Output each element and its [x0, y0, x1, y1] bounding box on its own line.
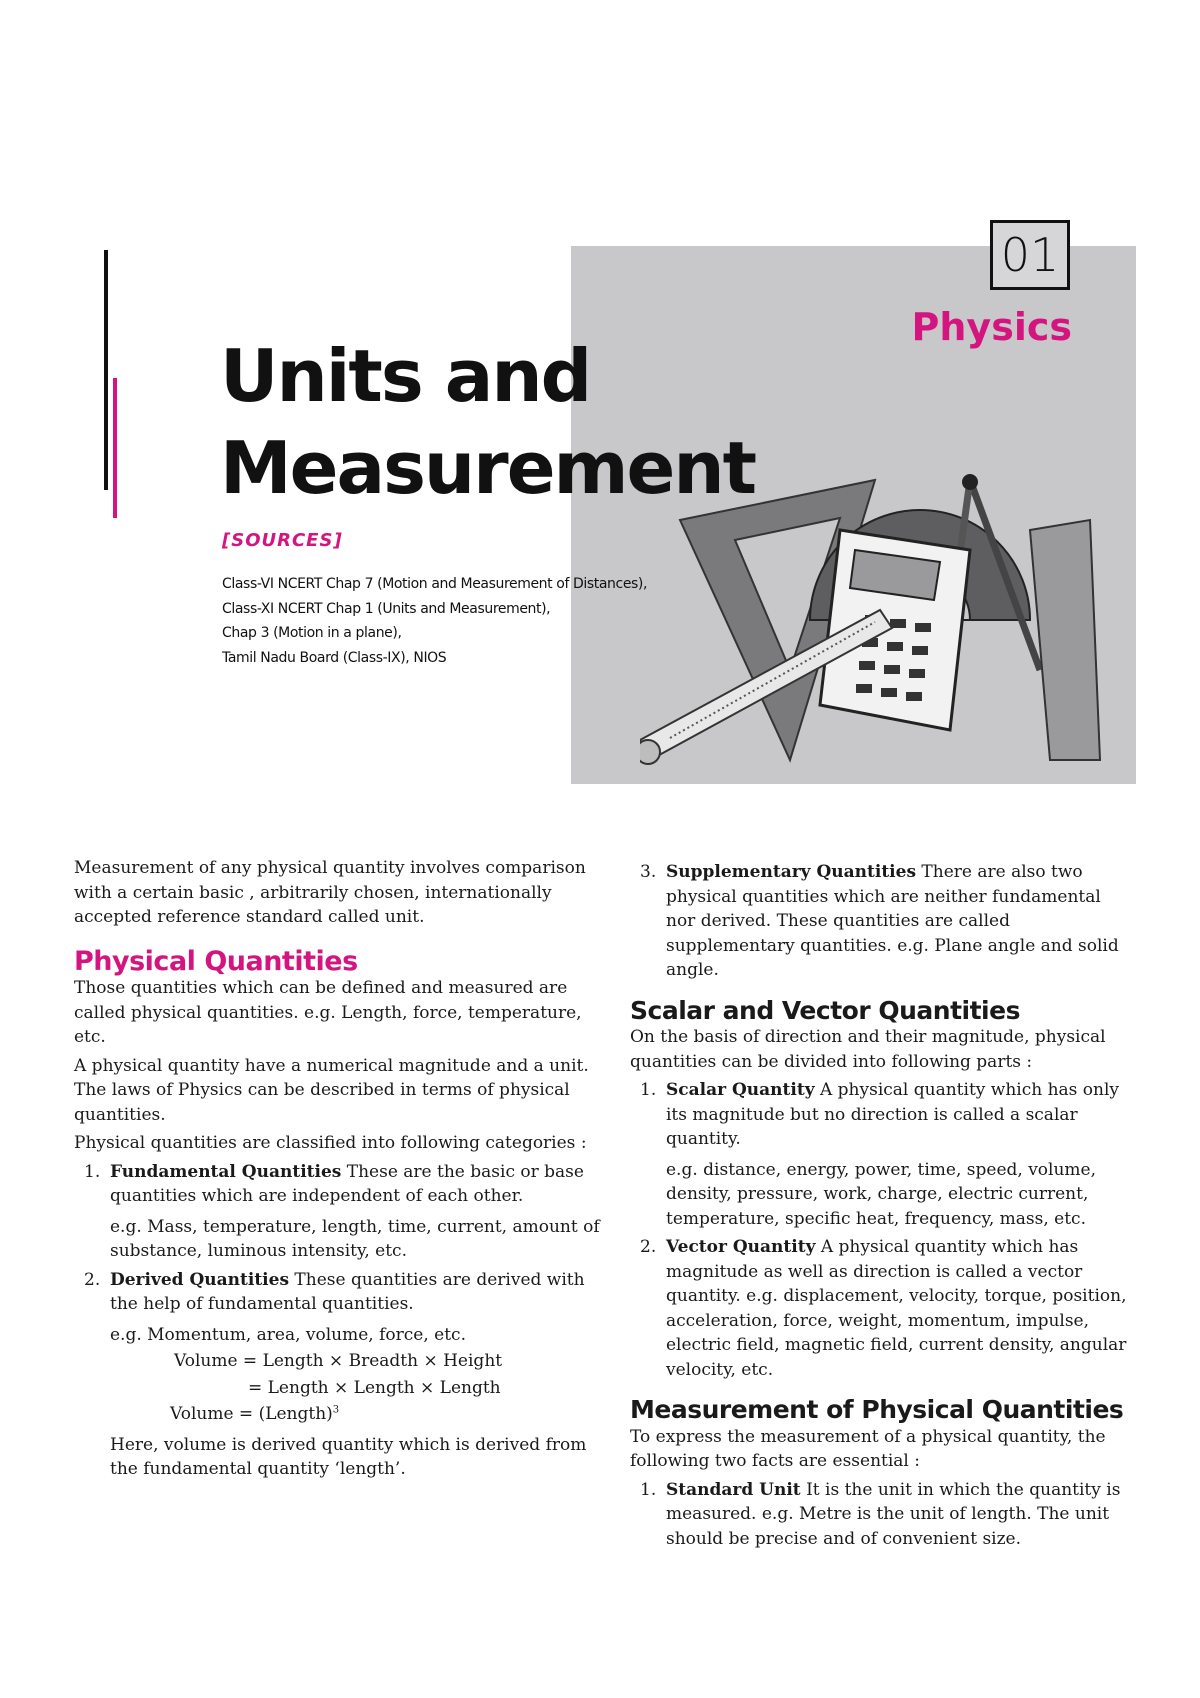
sources-label: [SOURCES]	[222, 530, 343, 551]
section-heading-measurement: Measurement of Physical Quantities	[630, 1395, 1124, 1424]
definition: There are also two physical quantities which are neither fundamental nor derived. These quantities are called supplementary quantities. e.g. Plane angle and solid angle.	[666, 862, 1119, 980]
term: Derived Quantities	[110, 1269, 290, 1290]
chapter-number: 01	[990, 220, 1070, 290]
list-number: 2.	[640, 1237, 657, 1257]
definition: It is the unit in which the quantity is measured. e.g. Metre is the unit of length. The unit should be precise and of convenient size.	[666, 1479, 1121, 1549]
source-item: Chap 3 (Motion in a plane),	[222, 625, 402, 641]
term: Standard Unit	[666, 1479, 801, 1500]
list-number: 1.	[640, 1479, 657, 1500]
definition: A physical quantity which has only its magnitude but no direction is called a scalar quantity.	[666, 1080, 1120, 1149]
formula-exponent: 3	[332, 1404, 340, 1416]
paragraph: On the basis of direction and their magnitude, physical quantities can be divided into following parts :	[630, 1027, 1106, 1072]
source-item: Class-XI NCERT Chap 1 (Units and Measurement),	[222, 600, 551, 617]
chapter-title-line2: Measurement	[220, 426, 756, 510]
list-item-vector-quantity	[630, 1235, 1135, 1382]
term: Supplementary Quantities	[666, 862, 917, 882]
left-column	[74, 856, 609, 1486]
paragraph: Those quantities which can be defined and measured are called physical quantities. e.g. Length, force, temperature, etc.	[74, 978, 582, 1047]
definition: A physical quantity which has magnitude as well as direction is called a vector quantity. e.g. displacement, velocity, torque, position, acceleration, force, weight, momentum, impulse, electric field, magnetic field, current density, angular velocity, etc.	[666, 1237, 1127, 1380]
subject-label: Physics	[911, 305, 1072, 349]
list-number: 1.	[84, 1161, 101, 1182]
chapter-title-line1: Units and	[220, 334, 591, 418]
definition: These are the basic or base quantities which are independent of each other.	[110, 1161, 584, 1206]
example: e.g. Mass, temperature, length, time, current, amount of substance, luminous intensity, etc.	[110, 1216, 600, 1261]
closing-paragraph: Here, volume is derived quantity which is derived from the fundamental quantity ‘length’.	[110, 1434, 587, 1479]
paragraph: To express the measurement of a physical quantity, the following two facts are essential :	[630, 1426, 1106, 1471]
formula-volume: Volume = Length × Breadth × Height	[174, 1351, 503, 1371]
sources-list	[222, 572, 647, 670]
list-item-derived-quantities	[74, 1268, 609, 1482]
example: e.g. distance, energy, power, time, speed, volume, density, pressure, work, charge, electric current, temperature, specific heat, frequency, mass, etc.	[666, 1159, 1097, 1229]
paragraph: A physical quantity have a numerical magnitude and a unit. The laws of Physics can be described in terms of physical quantities.	[74, 1055, 589, 1125]
source-item: Class-VI NCERT Chap 7 (Motion and Measurement of Distances),	[222, 576, 648, 592]
list-number: 1.	[640, 1080, 657, 1100]
source-item: Tamil Nadu Board (Class-IX), NIOS	[222, 649, 447, 666]
formula-volume-expanded: = Length × Length × Length	[248, 1377, 501, 1398]
section-heading-physical-quantities: Physical Quantities	[74, 945, 358, 977]
list-number: 3.	[640, 862, 657, 882]
formula-text: Volume = (Length)	[170, 1404, 333, 1424]
intro-paragraph: Measurement of any physical quantity involves comparison with a certain basic , arbitrarily chosen, internationally accepted reference standard called unit.	[74, 858, 586, 927]
decorative-bar-pink	[113, 378, 117, 518]
formula-volume-cube	[110, 1402, 609, 1427]
term: Scalar Quantity	[666, 1080, 815, 1100]
definition: These quantities are derived with the help of fundamental quantities.	[110, 1269, 585, 1314]
term: Fundamental Quantities	[110, 1161, 342, 1182]
chapter-title	[220, 330, 755, 514]
term: Vector Quantity	[666, 1237, 816, 1257]
right-column	[630, 856, 1135, 1555]
list-number: 2.	[84, 1269, 101, 1290]
section-heading-scalar-vector: Scalar and Vector Quantities	[630, 995, 1020, 1025]
list-item-scalar-quantity	[630, 1078, 1135, 1231]
list-item-supplementary-quantities	[630, 860, 1135, 983]
example: e.g. Momentum, area, volume, force, etc.	[110, 1324, 466, 1345]
decorative-bar-black	[104, 250, 108, 490]
paragraph: Physical quantities are classified into following categories :	[74, 1133, 587, 1153]
list-item-standard-unit	[630, 1478, 1135, 1552]
list-item-fundamental-quantities	[74, 1160, 609, 1264]
